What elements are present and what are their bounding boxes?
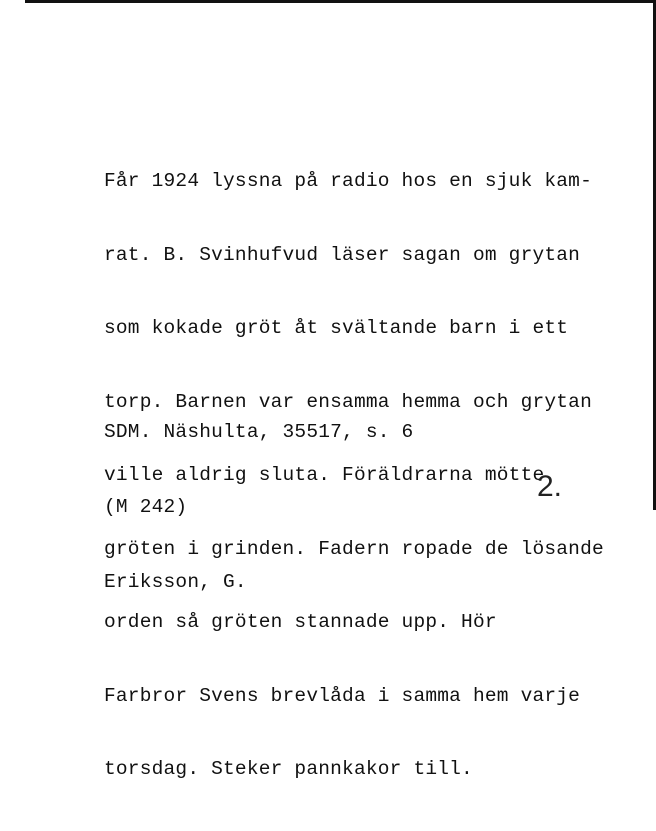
source-reference: [104, 370, 413, 645]
archive-reference: SDM. Näshulta, 35517, s. 6: [104, 421, 414, 443]
catalog-reference: (M 242): [104, 496, 188, 518]
card-top-border: [25, 0, 656, 3]
body-line: Farbror Svens brevlåda i samma hem varje: [104, 684, 581, 707]
body-line: rat. B. Svinhufvud läser sagan om grytan: [104, 243, 581, 266]
page-number: 2.: [537, 470, 563, 503]
body-line: som kokade gröt åt svältande barn i ett: [104, 317, 569, 339]
body-line: ville aldrig sluta. Föräldrarna mötte: [104, 464, 545, 486]
body-line: torp. Barnen var ensamma hemma och grytan: [104, 390, 592, 413]
collector-name: Eriksson, G.: [104, 571, 247, 593]
body-line: gröten i grinden. Fadern ropade de lösande: [104, 537, 604, 560]
body-line: Får 1924 lyssna på radio hos en sjuk kam-: [104, 170, 592, 192]
body-line: torsdag. Steker pannkakor till.: [104, 758, 473, 780]
body-line: orden så gröten stannade upp. Hör: [104, 611, 497, 633]
